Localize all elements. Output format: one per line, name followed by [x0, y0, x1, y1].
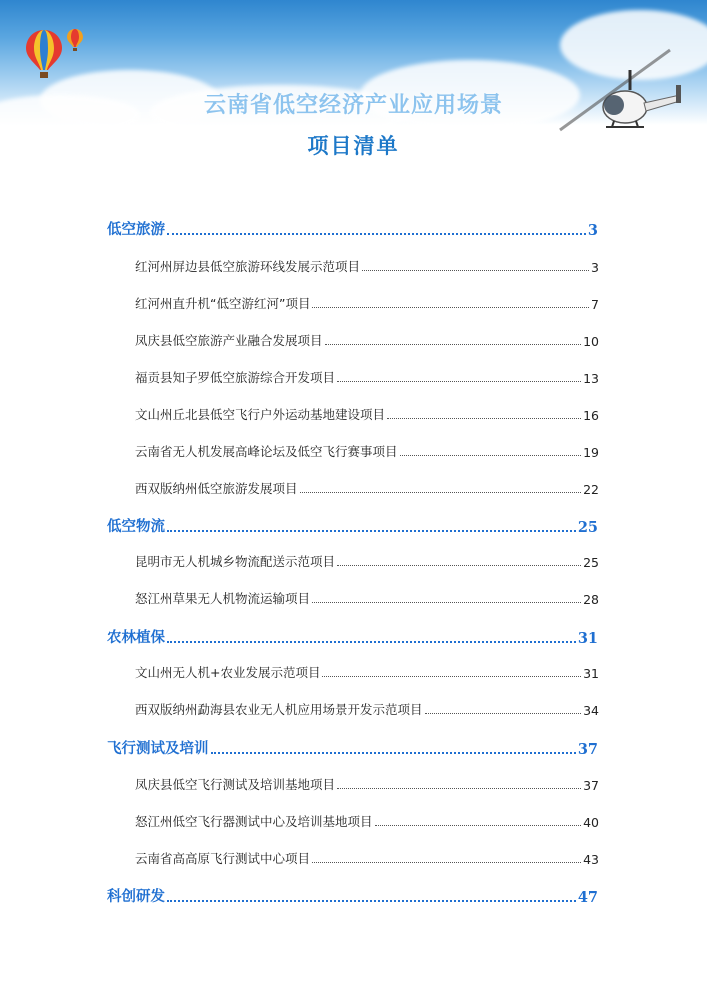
toc-dot-leader: [312, 862, 581, 863]
toc-section-entry[interactable]: [107, 626, 598, 647]
toc-page-number: 31: [577, 630, 598, 647]
toc-page-number: 22: [583, 482, 599, 497]
toc-dot-leader: [387, 418, 581, 419]
toc-entry-label: 文山州无人机+农业发展示范项目: [135, 665, 321, 680]
toc-page-number: 37: [577, 741, 598, 758]
toc-item-entry[interactable]: [135, 257, 599, 275]
toc-dot-leader: [167, 900, 576, 902]
toc-entry-label: 低空物流: [107, 518, 165, 535]
toc-page-number: 16: [583, 408, 599, 423]
toc-dot-leader: [167, 233, 586, 235]
toc-entry-label: 怒江州低空飞行器测试中心及培训基地项目: [135, 814, 373, 829]
toc-entry-label: 云南省高高原飞行测试中心项目: [135, 851, 311, 866]
toc-page-number: 47: [577, 889, 598, 906]
toc-item-entry[interactable]: [135, 368, 599, 386]
toc-item-entry[interactable]: [135, 589, 599, 607]
toc-entry-label: 福贡县知子罗低空旅游综合开发项目: [135, 370, 336, 385]
toc-item-entry[interactable]: [135, 331, 599, 349]
toc-item-entry[interactable]: [135, 442, 599, 460]
toc-entry-label: 农林植保: [107, 629, 165, 646]
hot-air-balloon-icon: [24, 28, 64, 80]
toc-dot-leader: [167, 530, 576, 532]
toc-entry-label: 低空旅游: [107, 221, 165, 238]
toc-page-number: 37: [583, 778, 599, 793]
toc-page-number: 10: [583, 334, 599, 349]
document-title: 云南省低空经济产业应用场景: [203, 93, 503, 118]
toc-entry-label: 西双版纳州低空旅游发展项目: [135, 481, 298, 496]
toc-page-number: 43: [583, 852, 599, 867]
toc-entry-label: 怒江州草果无人机物流运输项目: [135, 591, 311, 606]
toc-entry-label: 科创研发: [107, 888, 165, 905]
toc-page-number: 40: [583, 815, 599, 830]
toc-page-number: 7: [591, 297, 599, 312]
toc-dot-leader: [211, 752, 576, 754]
toc-page-number: 3: [591, 260, 599, 275]
toc-page-number: 34: [583, 703, 599, 718]
toc-item-entry[interactable]: [135, 552, 599, 570]
toc-dot-leader: [337, 381, 581, 382]
toc-dot-leader: [337, 565, 581, 566]
toc-item-entry[interactable]: [135, 775, 599, 793]
toc-entry-label: 飞行测试及培训: [107, 740, 209, 757]
toc-dot-leader: [375, 825, 582, 826]
toc-page-number: 31: [583, 666, 599, 681]
toc-page-number: 13: [583, 371, 599, 386]
toc-page-number: 28: [583, 592, 599, 607]
toc-section-entry[interactable]: [107, 218, 598, 239]
toc-entry-label: 凤庆县低空旅游产业融合发展项目: [135, 333, 323, 348]
toc-item-entry[interactable]: [135, 405, 599, 423]
toc-entry-label: 西双版纳州勐海县农业无人机应用场景开发示范项目: [135, 702, 423, 717]
toc-item-entry[interactable]: [135, 849, 599, 867]
toc-dot-leader: [312, 307, 589, 308]
toc-item-entry[interactable]: [135, 812, 599, 830]
toc-page-number: 19: [583, 445, 599, 460]
toc-entry-label: 云南省无人机发展高峰论坛及低空飞行赛事项目: [135, 444, 398, 459]
toc-dot-leader: [312, 602, 581, 603]
toc-dot-leader: [425, 713, 582, 714]
toc-entry-label: 凤庆县低空飞行测试及培训基地项目: [135, 777, 336, 792]
document-subtitle: 项目清单: [307, 134, 400, 158]
toc-item-entry[interactable]: [135, 479, 599, 497]
toc-section-entry[interactable]: [107, 515, 598, 536]
toc-dot-leader: [322, 676, 581, 677]
toc-dot-leader: [400, 455, 582, 456]
toc-item-entry[interactable]: [135, 294, 599, 312]
toc-entry-label: 文山州丘北县低空飞行户外运动基地建设项目: [135, 407, 386, 422]
toc-entry-label: 红河州屏边县低空旅游环线发展示范项目: [135, 259, 361, 274]
toc-dot-leader: [167, 641, 576, 643]
toc-item-entry[interactable]: [135, 663, 599, 681]
small-balloon-icon: [66, 28, 84, 52]
toc-section-entry[interactable]: [107, 737, 598, 758]
toc-dot-leader: [337, 788, 581, 789]
toc-page-number: 25: [577, 519, 598, 536]
toc-item-entry[interactable]: [135, 700, 599, 718]
toc-dot-leader: [300, 492, 582, 493]
toc-dot-leader: [325, 344, 582, 345]
toc-entry-label: 昆明市无人机城乡物流配送示范项目: [135, 554, 336, 569]
toc-dot-leader: [362, 270, 589, 271]
toc-page-number: 3: [587, 222, 598, 239]
toc-entry-label: 红河州直升机“低空游红河”项目: [135, 296, 311, 311]
toc-section-entry[interactable]: [107, 885, 598, 906]
toc-page-number: 25: [583, 555, 599, 570]
